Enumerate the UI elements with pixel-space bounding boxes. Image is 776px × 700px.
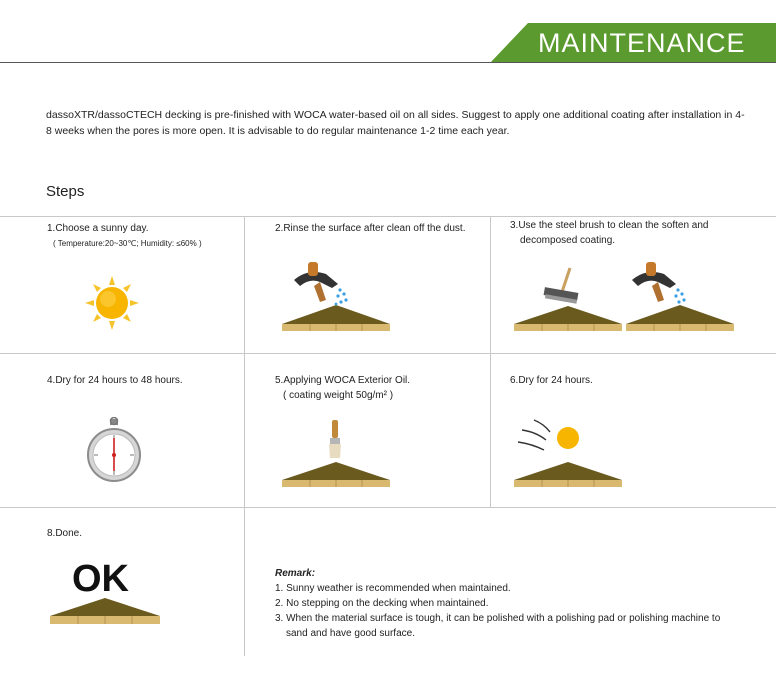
step-label: 8.Done. <box>47 528 83 539</box>
page-title: MAINTENANCE <box>538 28 746 58</box>
header-banner <box>490 23 776 63</box>
step-1 <box>47 221 202 251</box>
remark-section <box>275 566 720 641</box>
step-4 <box>47 373 183 388</box>
step-label: 3.Use the steel brush to clean the soften and <box>510 220 709 231</box>
steps-heading: Steps <box>46 183 85 200</box>
grid-line <box>0 507 776 508</box>
remark-item: sand and have good surface. <box>286 628 415 639</box>
remark-item: 1. Sunny weather is recommended when maintained. <box>275 583 511 594</box>
step-sub: ( Temperature:20~30℃; Humidity: ≤60% ) <box>53 239 202 248</box>
steel-brush-icon <box>512 262 624 338</box>
sun-icon <box>82 273 142 333</box>
grid-line <box>0 216 776 217</box>
step-2 <box>275 221 465 236</box>
step-sub: ( coating weight 50g/m² ) <box>283 390 394 401</box>
step-label: 1.Choose a sunny day. <box>47 223 149 234</box>
step-label: 2.Rinse the surface after clean off the dust. <box>275 223 466 234</box>
stopwatch-icon <box>86 417 142 483</box>
ok-label: OK <box>72 558 129 600</box>
grid-line <box>490 216 491 507</box>
step-3 <box>510 218 708 248</box>
step-label: 6.Dry for 24 hours. <box>510 375 593 386</box>
grid-line <box>0 353 776 354</box>
grid-line <box>244 216 245 656</box>
spray-gun-icon <box>622 258 736 338</box>
paint-brush-icon <box>280 418 392 494</box>
deck-icon <box>48 594 162 634</box>
step-6 <box>510 373 593 388</box>
step-5 <box>275 373 410 403</box>
step-8 <box>47 526 82 541</box>
intro-paragraph: dassoXTR/dassoCTECH decking is pre-finished with WOCA water-based oil on all sides. Suggest to apply one additional coating after installation in 4-8 weeks when the pores is more open. It is advisable to do regular maintenance 1-2 time each year. <box>46 109 745 137</box>
remark-item: 3. When the material surface is tough, it can be polished with a polishing pad or polishing machine to <box>275 613 721 624</box>
step-label: 4.Dry for 24 hours to 48 hours. <box>47 375 183 386</box>
step-sub: decomposed coating. <box>520 235 616 246</box>
remark-item: 2. No stepping on the decking when maintained. <box>275 598 489 609</box>
step-label: 5.Applying WOCA Exterior Oil. <box>275 375 411 386</box>
remark-title: Remark: <box>275 568 316 579</box>
header-divider <box>0 62 776 63</box>
spray-gun-icon <box>280 258 392 338</box>
sun-wind-icon <box>512 418 624 494</box>
